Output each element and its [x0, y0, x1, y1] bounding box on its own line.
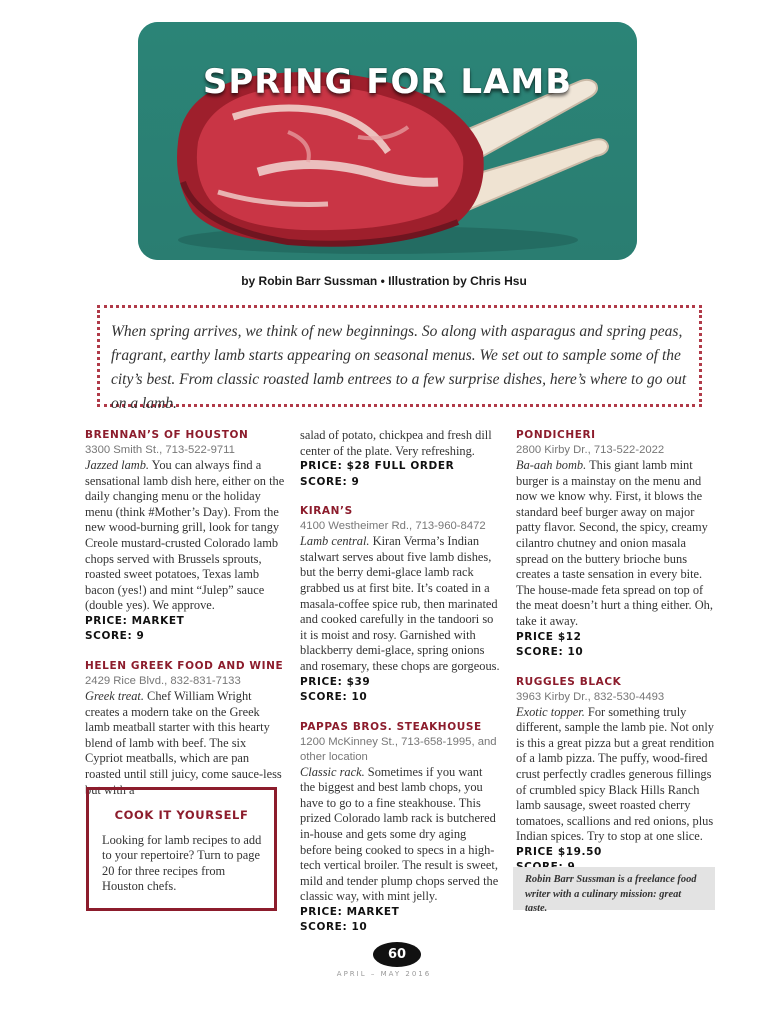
- page-number: 60: [373, 942, 421, 967]
- restaurant-name: PONDICHERI: [516, 429, 596, 441]
- restaurant-address: 2800 Kirby Dr., 713-522-2022: [516, 444, 665, 456]
- restaurant-review: [300, 534, 500, 674]
- review-lead: Jazzed lamb.: [85, 458, 150, 472]
- cook-box-text: Looking for lamb recipes to add to your repertoire? Turn to page 20 for three recipes from Houston chefs.: [102, 833, 262, 894]
- price: PRICE: MARKET: [85, 614, 185, 627]
- review-continued: salad of potato, chickpea and fresh dill center of the plate. Very refreshing.: [300, 428, 492, 458]
- lamb-rack-illustration: [138, 22, 637, 260]
- intro-box: [97, 305, 702, 412]
- restaurant-review: [300, 765, 500, 905]
- byline: by Robin Barr Sussman • Illustration by Chris Hsu: [241, 274, 527, 288]
- restaurant-address: 3963 Kirby Dr., 832-530-4493: [516, 690, 665, 703]
- score: SCORE: 9: [85, 630, 145, 643]
- page-title: SPRING FOR LAMB: [202, 62, 573, 102]
- hero-illustration: [138, 22, 637, 260]
- review-text: Chef William Wright creates a modern take on the Greek lamb meatball starter with this hearty blend of lamb with beef. The six Cypriot meatballs, which are pan roasted until still juicy, come sauce-less but with a: [85, 688, 282, 797]
- restaurant-entry: [85, 428, 285, 645]
- restaurant-address: 4100 Westheimer Rd., 713-960-8472: [300, 520, 486, 533]
- issue-date: APRIL – MAY 2016: [336, 970, 432, 978]
- price: PRICE: MARKET: [300, 905, 400, 918]
- score: SCORE: 10: [300, 921, 368, 934]
- restaurant-entry: [516, 675, 716, 876]
- restaurant-review: [516, 458, 716, 630]
- column-1: [85, 428, 285, 812]
- score: SCORE: 10: [516, 646, 584, 659]
- price: PRICE: $39: [300, 675, 371, 688]
- cook-box-title: COOK IT YOURSELF: [114, 808, 249, 822]
- review-text: This giant lamb mint burger is a mainstay on the menu and now we know why. First, it blows the standard beef burger away on major patty flavor. Second, the spicy, creamy cilantro chutney and onion masala spread on the buttery brioche buns creates a taste sensation in every bite. The house-made feta spread on top of the meat doesn’t hurt a thing either. Oh, take it away.: [516, 458, 713, 628]
- author-bio: Robin Barr Sussman is a freelance food writer with a culinary mission: great taste.: [513, 867, 715, 910]
- restaurant-name: KIRAN’S: [300, 505, 353, 518]
- restaurant-entry-continued: [300, 428, 500, 490]
- restaurant-name: RUGGLES BLACK: [516, 675, 622, 688]
- price: PRICE: $28 FULL ORDER: [300, 460, 455, 473]
- restaurant-name: PAPPAS BROS. STEAKHOUSE: [300, 720, 482, 733]
- review-text: For something truly different, sample the lamb pie. Not only is this a great pizza but a great rendition of a lamb pizza. The puffy, wood-fired crust perfectly cradles generous fillings of crumbled spicy Black Hills Ranch lamb sausage, sweet roasted cherry tomatoes, scallions and red onions, plus Indian spices. Try to stop at one slice.: [516, 704, 715, 844]
- restaurant-review: [516, 705, 716, 845]
- restaurant-address: 3300 Smith St., 713-522-9711: [85, 444, 235, 456]
- restaurant-name: BRENNAN’S OF HOUSTON: [85, 429, 249, 441]
- restaurant-entry: [300, 504, 500, 705]
- restaurant-entry: [300, 720, 500, 936]
- review-lead: Ba-aah bomb.: [516, 458, 587, 472]
- column-3: [516, 428, 716, 890]
- review-text: Kiran Verma’s Indian stalwart serves about five lamb dishes, but the berry demi-glace lamb rack grabbed us at first bite. It’s coated in a masala-coffee spice rub, then marinated and cooked carefully in the tandoori so it is moist and rosy. Garnished with blackberry demi-glace, spring onions and rosemary, these chops are gorgeous.: [300, 534, 500, 673]
- score: SCORE: 9: [300, 475, 360, 488]
- column-2: [300, 428, 500, 950]
- restaurant-review: [85, 689, 285, 798]
- restaurant-review: [85, 458, 285, 614]
- restaurant-name: HELEN GREEK FOOD AND WINE: [85, 659, 284, 672]
- restaurant-address: 2429 Rice Blvd., 832-831-7133: [85, 674, 241, 687]
- review-text: Sometimes if you want the biggest and best lamb chops, you have to go to a fine steakhouse. This prized Colorado lamb rack is butchered in-house and gets some dry aging before being cooked to specs in a high-tech vertical broiler. The result is sweet, mild and tender plump chops served the classic way, with mint jelly.: [300, 764, 499, 904]
- restaurant-entry: [516, 428, 716, 661]
- price: PRICE $12: [516, 630, 582, 643]
- restaurant-address: 1200 McKinney St., 713-658-1995, and other location: [300, 735, 497, 763]
- cook-it-yourself-box: [86, 787, 277, 911]
- intro-text: When spring arrives, we think of new beginnings. So along with asparagus and spring peas, fragrant, earthy lamb starts appearing on seasonal menus. We set out to sample some of the city’s best. From classic roasted lamb entrees to a few surprise dishes, here’s where to go out on a lamb.: [111, 323, 687, 412]
- review-text: You can always find a sensational lamb dish here, either on the daily changing menu or the holiday menu (think #Mother’s Day). From the new wood-burning grill, look for tangy Creole mustard-crusted Colorado lamb chops served with Brussels sprouts, roasted sweet potatoes, Texas lamb bacon (yes!) and mint “Julep” sauce (double yes). We approve.: [85, 458, 285, 613]
- review-lead: Lamb central.: [300, 534, 370, 549]
- review-lead: Exotic topper.: [516, 704, 585, 719]
- price: PRICE $19.50: [516, 845, 602, 858]
- review-lead: Classic rack.: [300, 764, 365, 779]
- score: SCORE: 10: [300, 691, 368, 704]
- review-lead: Greek treat.: [85, 688, 144, 703]
- restaurant-entry: [85, 659, 285, 798]
